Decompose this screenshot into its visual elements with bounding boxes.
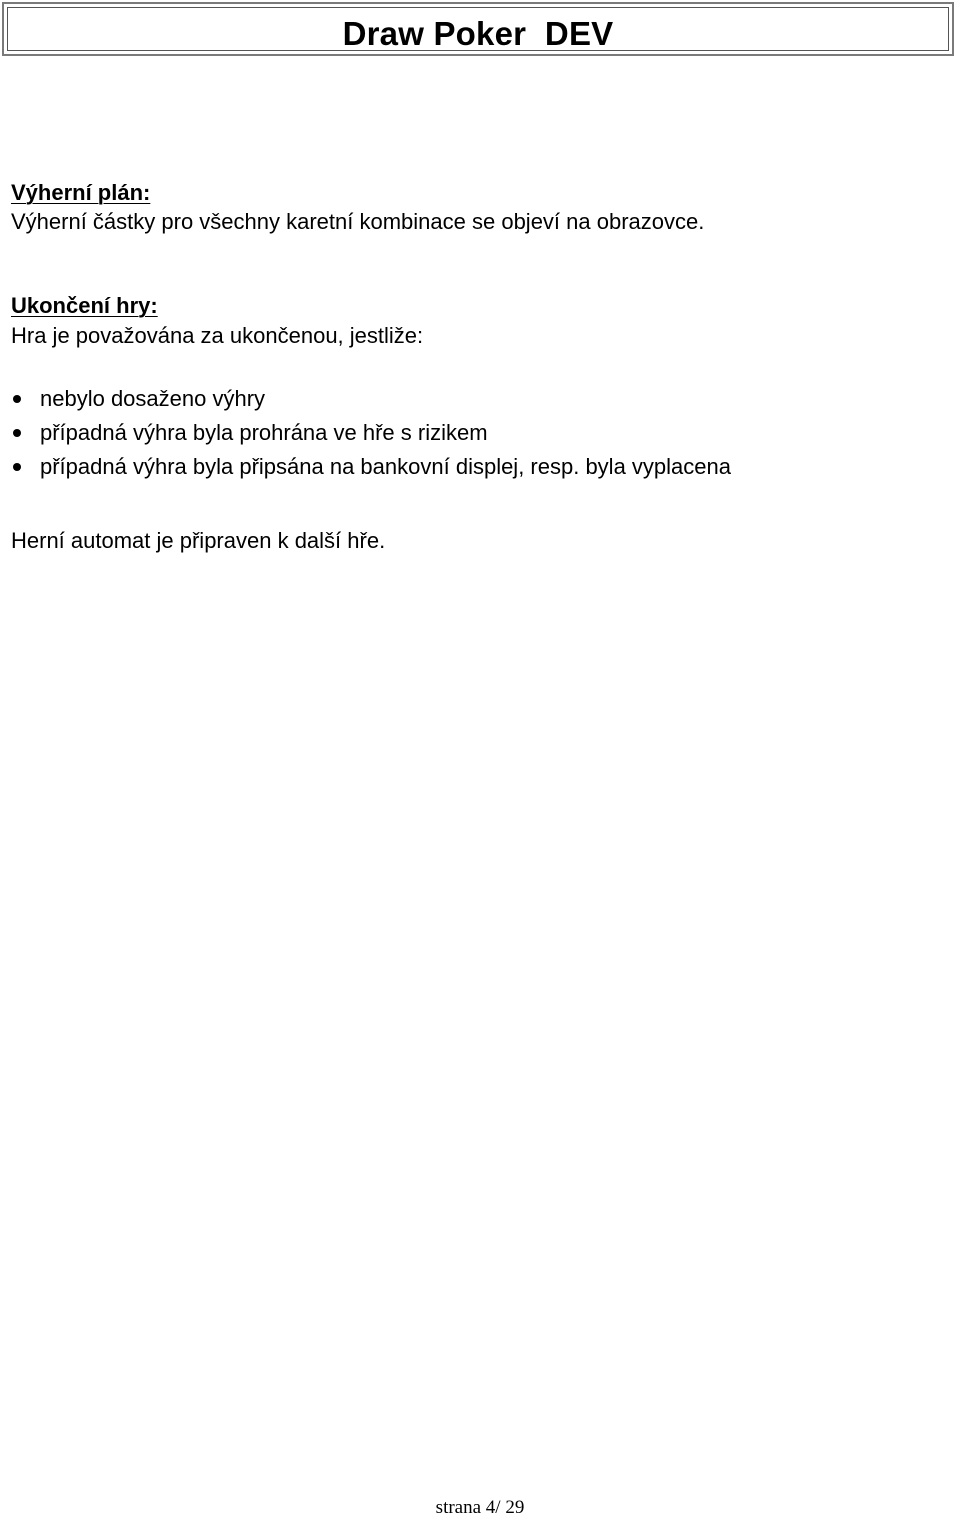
page-title: Draw Poker DEV (342, 15, 614, 52)
page-number: strana 4/ 29 (435, 1497, 525, 1518)
list-item (11, 382, 731, 416)
list-item-text: případná výhra byla prohrána ve hře s rizikem (40, 420, 488, 445)
bullet-dot-icon (13, 429, 21, 437)
game-end-heading: Ukončení hry: (11, 293, 158, 318)
game-end-closing: Herní automat je připraven k další hře. (11, 528, 386, 553)
title-box (2, 2, 954, 56)
payout-heading: Výherní plán: (11, 180, 151, 205)
bullet-dot-icon (13, 395, 21, 403)
list-item-text: nebylo dosaženo výhry (40, 386, 266, 411)
game-end-bullet-list (11, 382, 731, 484)
game-end-intro: Hra je považována za ukončenou, jestliže: (11, 323, 424, 348)
bullet-dot-icon (13, 463, 21, 471)
list-item (11, 416, 731, 450)
payout-body: Výherní částky pro všechny karetní kombinace se objeví na obrazovce. (11, 209, 705, 234)
list-item-text: případná výhra byla připsána na bankovní displej, resp. byla vyplacena (40, 454, 731, 479)
list-item (11, 450, 731, 484)
